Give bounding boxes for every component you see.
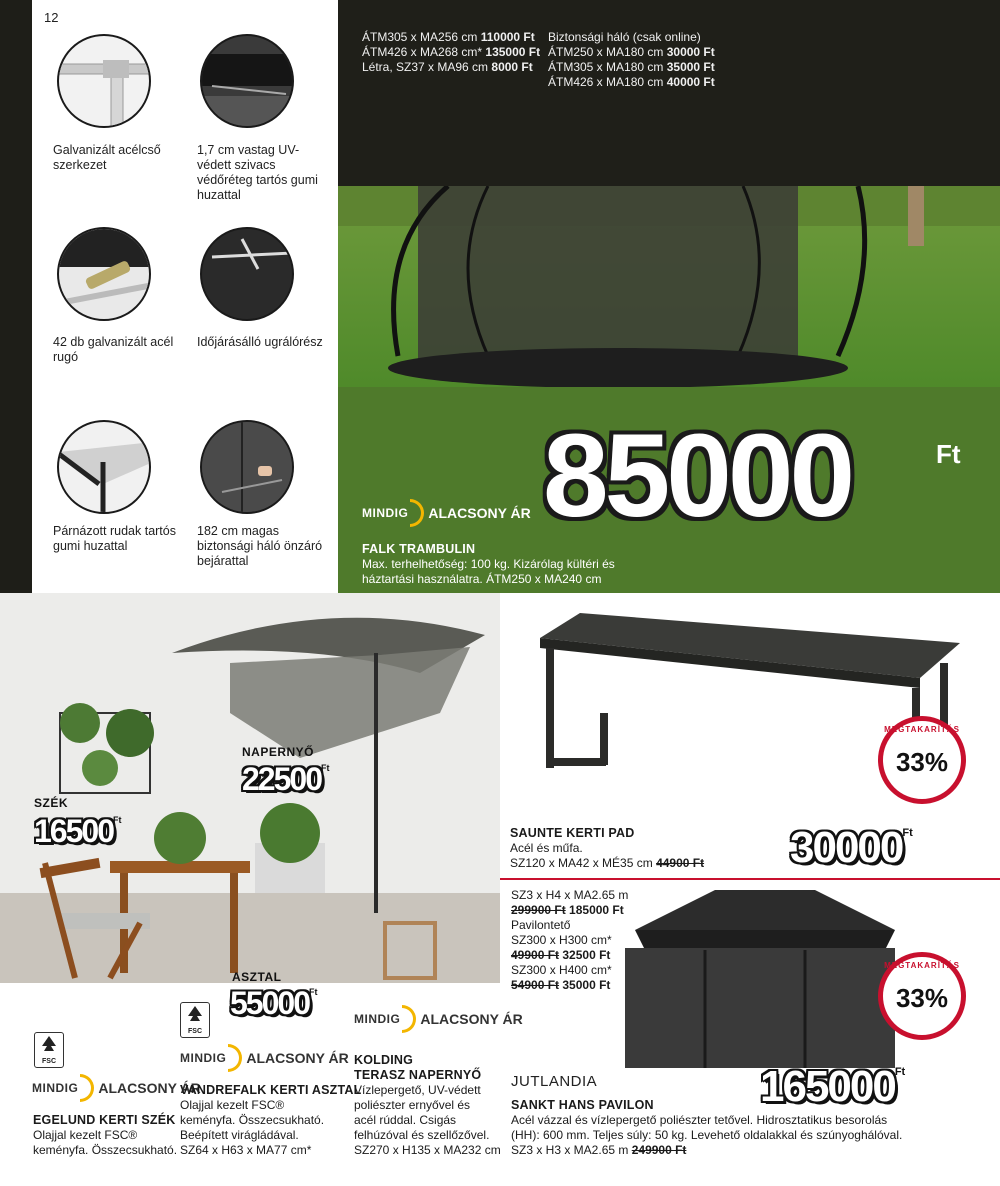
mindig-alacsony-ar-logo: MINDIG ALACSONY ÁR <box>354 1005 523 1033</box>
mindig-alacsony-ar-logo: MINDIG ALACSONY ÁR <box>362 499 531 527</box>
padded-pole-icon <box>57 420 151 514</box>
table-title: VANDREFALK KERTI ASZTAL <box>180 1083 362 1097</box>
bench-saving-badge: MEGTAKARÍTÁS 33% <box>878 716 966 804</box>
pavilion-size-list: SZ3 x H4 x MA2.65 m 299900 Ft 185000 Ft Pavilontető SZ300 x H300 cm* 49900 Ft 32500 Ft SZ300 x H400 cm* 54900 Ft 35000 Ft <box>511 888 629 992</box>
feature-label: Időjárásálló ugrálórész <box>197 335 323 349</box>
pavilion-title: SANKT HANS PAVILON <box>511 1098 654 1112</box>
pavilion-price: 165000 Ft <box>760 1062 906 1111</box>
page-number: 12 <box>44 10 59 25</box>
trampoline-desc: Max. terhelhetőség: 100 kg. Kizárólag kültéri és háztartási használatra. ÁTM250 x MA240 cm <box>362 557 615 586</box>
trampoline-offer-band <box>338 387 1000 593</box>
pavilion-desc: Acél vázzal és vízlepergető poliészter tetővel. Hidrosztatikus besorolás (HH): 600 mm. Teljes súly: 50 kg. Levehető oldalakkal és szúnyoghálóval. SZ3 x H3 x MA2.65 m 249900 Ft <box>511 1113 903 1157</box>
fsc-logo: FSC <box>180 1002 210 1038</box>
mindig-alacsony-ar-logo: MINDIG ALACSONY ÁR <box>32 1074 201 1102</box>
bench-title: SAUNTE KERTI PAD <box>510 826 635 840</box>
trampoline-price: 85000 <box>543 410 852 542</box>
chair-label: SZÉK <box>34 796 69 810</box>
feature-label: 1,7 cm vastag UV-védett szivacs védőréteg tartós gumi huzattal <box>197 143 318 202</box>
spring-icon <box>57 227 151 321</box>
pavilion-saving-badge: MEGTAKARÍTÁS 33% <box>878 952 966 1040</box>
umbrella-label: NAPERNYŐ <box>242 745 315 759</box>
trampoline-price-currency: Ft <box>936 439 961 469</box>
chair-price: 16500 Ft <box>34 813 122 849</box>
trampoline-sizes-column: ÁTM305 x MA256 cm 110000 Ft ÁTM426 x MA268 cm* 135000 Ft Létra, SZ37 x MA96 cm 8000 Ft <box>362 30 541 74</box>
chair-desc: Olajjal kezelt FSC® keményfa. Összecsukható. <box>33 1128 178 1157</box>
jump-mat-icon <box>200 227 294 321</box>
padding-icon <box>200 34 294 128</box>
features-panel <box>0 0 338 593</box>
size-price-list <box>338 0 1000 186</box>
bench-desc: Acél és műfa. SZ120 x MA42 x MÉ35 cm 44900 Ft <box>510 841 705 870</box>
umbrella-price: 22500 Ft <box>242 761 330 797</box>
section-divider <box>500 878 1000 880</box>
feature-label: Párnázott rudak tartós gumi huzattal <box>53 524 176 553</box>
feature-label: Galvanizált acélcső szerkezet <box>53 143 161 172</box>
trampoline-title: FALK TRAMBULIN <box>362 542 476 556</box>
trampoline-photo <box>338 186 1000 387</box>
umbrella-title: KOLDING TERASZ NAPERNYŐ <box>354 1053 482 1082</box>
table-price: 55000 Ft <box>230 985 318 1021</box>
feature-label: 42 db galvanizált acél rugó <box>53 335 174 364</box>
chair-title: EGELUND KERTI SZÉK <box>33 1113 176 1127</box>
pavilion-image <box>615 890 915 1070</box>
umbrella-desc: Vízlepergető, UV-védett poliészter ernyővel és acél rúddal. Csigás felhúzóval és szellőzővel. SZ270 x H135 x MA232 cm <box>354 1083 501 1157</box>
bench-price: 30000 Ft <box>790 823 913 872</box>
feature-label: 182 cm magas biztonsági háló önzáró bejárattal <box>197 524 323 568</box>
patio-photo <box>0 593 500 983</box>
safety-net-icon <box>200 420 294 514</box>
safety-net-sizes-column: Biztonsági háló (csak online) ÁTM250 x MA180 cm 30000 Ft ÁTM305 x MA180 cm 35000 Ft ÁTM426 x MA180 cm 40000 Ft <box>548 30 715 89</box>
table-label: ASZTAL <box>232 970 282 983</box>
table-desc: Olajjal kezelt FSC® keményfa. Összecsukható. Beépített virágládával. SZ64 x H63 x MA77 cm* <box>180 1098 325 1157</box>
fsc-logo: FSC <box>34 1032 64 1068</box>
steel-tube-icon <box>57 34 151 128</box>
jutlandia-brand: JUTLANDIA <box>511 1073 598 1090</box>
mindig-alacsony-ar-logo: MINDIG ALACSONY ÁR <box>180 1044 349 1072</box>
